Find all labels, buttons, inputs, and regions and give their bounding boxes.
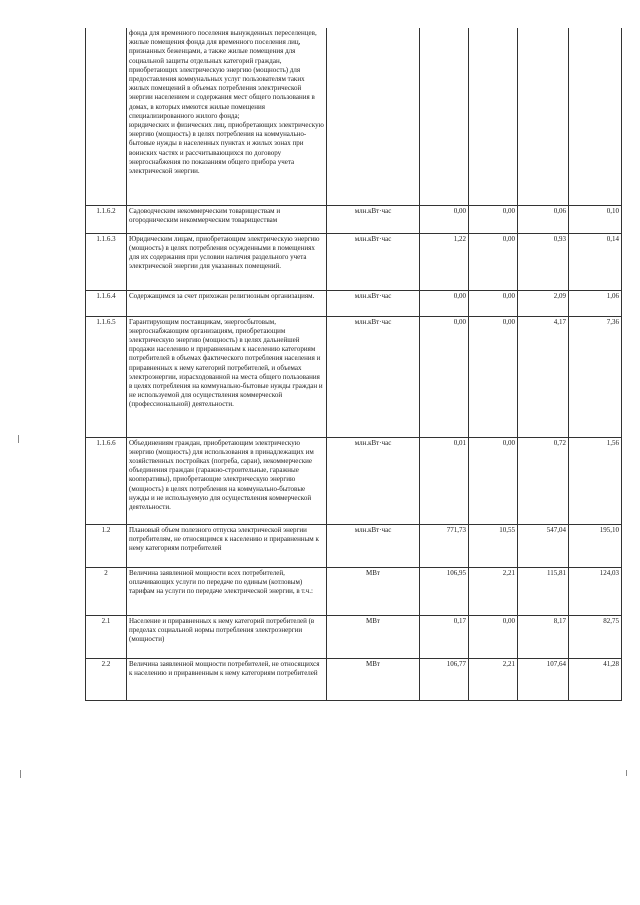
row-number: 1.1.6.6 (86, 437, 127, 524)
row-description: Гарантирующим поставщикам, энергосбытовым, энергоснабжающим организациям, приобретающим электрическую энергию (мощность) в целях дальнейшей продажи населению и приравненным к населению категориям потребителей в объемах фактического потребления населения и приравненных к нему категорий потребителей, и объемах электроэнергии, израсходованной на места общего пользования в целях потребления на коммунально-бытовые нужды граждан и не используемой для осуществления коммерческой (профессиональной) деятельности. (127, 316, 327, 437)
row-value-1: 0,17 (420, 615, 469, 658)
row-description: Население и приравненных к нему категорий потребителей (в пределах социальной нормы потребления электроэнергии (мощности) (127, 615, 327, 658)
scan-mark (626, 770, 627, 776)
table-row (86, 28, 622, 205)
tariff-table (85, 28, 622, 701)
row-value-4: 1,56 (569, 437, 622, 524)
row-value-4: 0,14 (569, 233, 622, 290)
row-value-3: 8,17 (518, 615, 569, 658)
row-value-2: 2,21 (469, 567, 518, 615)
row-number: 1.2 (86, 524, 127, 567)
row-value-1 (420, 28, 469, 205)
table-body (86, 28, 622, 700)
row-value-3: 0,72 (518, 437, 569, 524)
table-row (86, 615, 622, 658)
table-row (86, 524, 622, 567)
row-description: Величина заявленной мощности всех потребителей, оплачивающих услуги по передаче по единым (котловым) тарифам на услуги по передаче электрической энергии, в т.ч.: (127, 567, 327, 615)
table-row (86, 290, 622, 316)
table-row (86, 316, 622, 437)
row-unit: МВт (327, 567, 420, 615)
row-value-1: 0,01 (420, 437, 469, 524)
row-number: 2.1 (86, 615, 127, 658)
row-value-4: 195,10 (569, 524, 622, 567)
row-number: 1.1.6.5 (86, 316, 127, 437)
row-value-2 (469, 28, 518, 205)
row-unit (327, 28, 420, 205)
row-value-4: 82,75 (569, 615, 622, 658)
row-number: 1.1.6.4 (86, 290, 127, 316)
row-value-4: 7,36 (569, 316, 622, 437)
row-value-1: 1,22 (420, 233, 469, 290)
row-description: Плановый объем полезного отпуска электрической энергии потребителям, не относящимся к населению и приравненным к нему категориям потребителей (127, 524, 327, 567)
row-value-2: 0,00 (469, 316, 518, 437)
row-number: 2 (86, 567, 127, 615)
row-value-1: 106,95 (420, 567, 469, 615)
table-row (86, 437, 622, 524)
row-unit: млн.кВт·час (327, 233, 420, 290)
row-value-1: 771,73 (420, 524, 469, 567)
row-value-3: 115,81 (518, 567, 569, 615)
row-unit: млн.кВт·час (327, 290, 420, 316)
row-number: 2.2 (86, 658, 127, 700)
row-description: Объединениям граждан, приобретающим электрическую энергию (мощность) для использования в принадлежащих им хозяйственных постройках (погреба, сараи), некоммерческие объединения граждан (гаражно-строительные, гаражные кооперативы), приобретающие электрическую энергию (мощность) в целях потребления на коммунально-бытовые нужды и не используемую для осуществления коммерческой деятельности. (127, 437, 327, 524)
row-value-2: 2,21 (469, 658, 518, 700)
row-description: Юридическим лицам, приобретающим электрическую энергию (мощность) в целях потребления осужденными в помещениях для их содержания при условии наличия раздельного учета электрической энергии для указанных помещений. (127, 233, 327, 290)
table-row (86, 658, 622, 700)
row-unit: МВт (327, 658, 420, 700)
row-unit: млн.кВт·час (327, 437, 420, 524)
row-value-2: 0,00 (469, 437, 518, 524)
table-row (86, 567, 622, 615)
row-number (86, 28, 127, 205)
row-value-3: 2,09 (518, 290, 569, 316)
row-description: фонда для временного поселения вынужденных переселенцев, жилые помещения фонда для временного поселения лиц, признанных беженцами, а также жилые помещения для социальной защиты отдельных категорий граждан, приобретающих электрическую энергию (мощность) для предоставления коммунальных услуг пользователям таких жилых помещений в объемах потребления электрической энергии населением и содержания мест общего пользования в домах, в которых имеются жилые помещения специализированного жилого фонда; юридических и физических лиц, приобретающих электрическую энергию (мощность) в целях потребления на коммунально-бытовые нужды в населенных пунктах и жилых зонах при воинских частях и рассчитывающихся по договору энергоснабжения по показаниям общего прибора учета электрической энергии. (127, 28, 327, 205)
row-number: 1.1.6.2 (86, 205, 127, 233)
row-value-3 (518, 28, 569, 205)
row-unit: млн.кВт·час (327, 316, 420, 437)
row-value-4: 124,03 (569, 567, 622, 615)
row-value-3: 547,04 (518, 524, 569, 567)
row-value-2: 10,55 (469, 524, 518, 567)
row-value-2: 0,00 (469, 615, 518, 658)
row-value-2: 0,00 (469, 290, 518, 316)
row-value-3: 0,06 (518, 205, 569, 233)
row-value-4: 41,28 (569, 658, 622, 700)
row-value-1: 0,00 (420, 316, 469, 437)
row-value-2: 0,00 (469, 233, 518, 290)
table-row (86, 233, 622, 290)
row-value-4: 0,10 (569, 205, 622, 233)
row-value-4: 1,06 (569, 290, 622, 316)
row-description: Содержащимся за счет прихожан религиозным организациям. (127, 290, 327, 316)
row-value-3: 107,64 (518, 658, 569, 700)
scan-mark (20, 770, 21, 778)
row-description: Садоводческим некоммерческим товариществам и огородническим некоммерческим товариществам (127, 205, 327, 233)
table-row (86, 205, 622, 233)
row-value-1: 0,00 (420, 290, 469, 316)
row-unit: млн.кВт·час (327, 205, 420, 233)
row-value-1: 106,77 (420, 658, 469, 700)
row-value-1: 0,00 (420, 205, 469, 233)
row-value-3: 4,17 (518, 316, 569, 437)
row-unit: млн.кВт·час (327, 524, 420, 567)
scan-mark (18, 435, 19, 443)
row-value-3: 0,93 (518, 233, 569, 290)
row-value-4 (569, 28, 622, 205)
row-number: 1.1.6.3 (86, 233, 127, 290)
row-value-2: 0,00 (469, 205, 518, 233)
row-description: Величина заявленной мощности потребителей, не относящихся к населению и приравненным к нему категориям потребителей (127, 658, 327, 700)
row-unit: МВт (327, 615, 420, 658)
